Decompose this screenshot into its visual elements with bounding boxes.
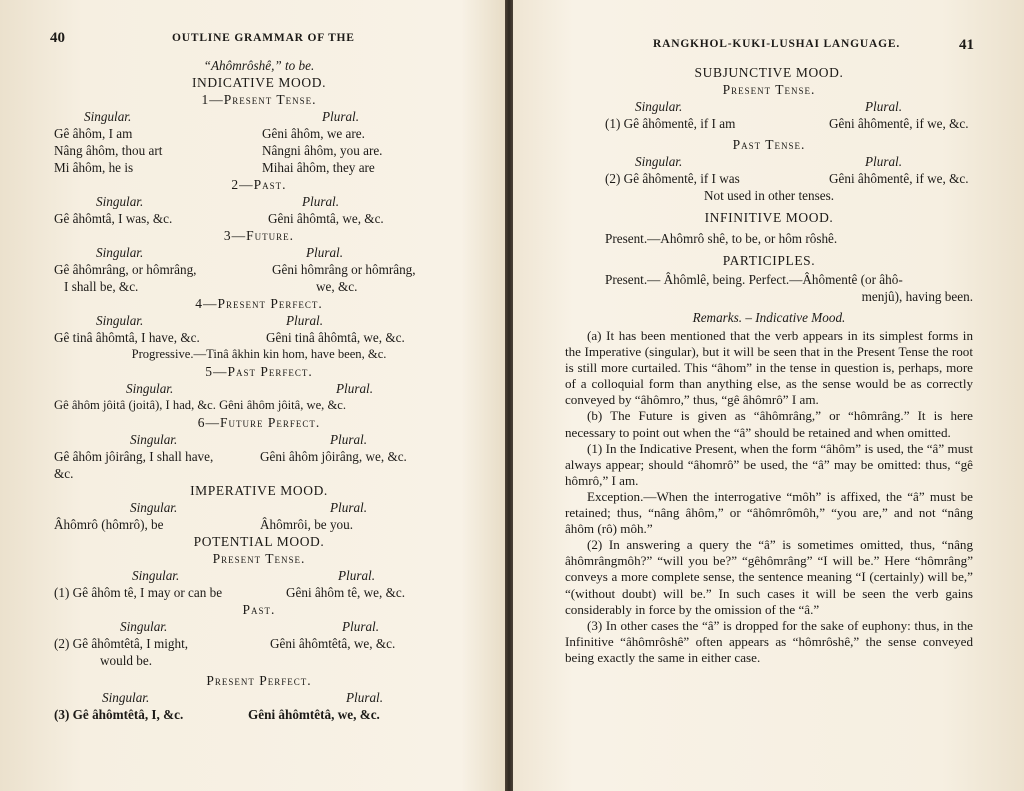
line: Singular. Plural. bbox=[96, 245, 343, 260]
page-number: 41 bbox=[959, 37, 974, 53]
line: “Ahômrôshê,” to be. bbox=[203, 58, 315, 73]
line: Singular. Plural. bbox=[84, 109, 359, 124]
line: Not used in other tenses. bbox=[703, 188, 835, 203]
line: Singular. Plural. bbox=[130, 432, 367, 447]
line: (2) Gê âhômtêtâ, I might, Gêni âhômtêtâ, we, &c. bbox=[54, 636, 396, 651]
paragraph: (b) The Future is given as “âhômrâng,” or “hômrâng.” It is here necessary to point out when the “â” should be retained and when omitted. bbox=[565, 408, 973, 440]
subheading: Past. bbox=[242, 602, 276, 617]
line: Gê âhômtâ, I was, &c. Gêni âhômtâ, we, &c. bbox=[54, 211, 384, 226]
page-number: 40 bbox=[50, 30, 65, 46]
heading: POTENTIAL MOOD. bbox=[193, 534, 325, 549]
heading: INDICATIVE MOOD. bbox=[191, 75, 327, 90]
left-text bbox=[54, 57, 464, 723]
line: Singular. Plural. bbox=[96, 313, 323, 328]
paragraph: (a) It has been mentioned that the verb appears in its simplest forms in the Imperative (singular), but it will be seen that in the Present Tense the root is still more curtailed. This “âhom” in the tense in question is, perhaps, more of a colloquial form than anything else, as the sense would be as correctly conveyed by “âhômro,” thus, “gê âhômrô” I am. bbox=[565, 328, 973, 408]
paragraph: (2) In answering a query the “â” is sometimes omitted, thus, “nâng âhômrângmôh?” “will you be?” “gêhômrâng” “I will be.” Here “hômrâng” conveys a more complete sense, the sentence meaning “I (certainly) will be,” “(without doubt) will be.” In such cases it will be seen the verb gains considerably in force by the omission of the “â.” bbox=[565, 537, 973, 617]
line: Singular. Plural. bbox=[96, 194, 339, 209]
line: Singular. Plural. bbox=[120, 619, 379, 634]
heading: INFINITIVE MOOD. bbox=[704, 210, 834, 225]
subheading: 2—Past. bbox=[231, 177, 287, 192]
subheading: 6—Future Perfect. bbox=[197, 415, 321, 430]
line: Gê âhômrâng, or hômrâng, Gêni hômrâng or hômrâng, bbox=[54, 262, 416, 277]
line: Progressive.—Tinâ âkhin kin hom, have been, &c. bbox=[131, 347, 387, 361]
right-text bbox=[565, 64, 973, 666]
line: Present.— Âhômlê, being. Perfect.—Âhômentê (or âhô- bbox=[605, 272, 903, 287]
running-head: OUTLINE GRAMMAR OF THE bbox=[172, 32, 355, 44]
book-gutter bbox=[505, 0, 513, 791]
line: Singular. Plural. bbox=[130, 500, 367, 515]
heading: SUBJUNCTIVE MOOD. bbox=[694, 65, 844, 80]
subheading: 5—Past Perfect. bbox=[205, 364, 313, 379]
line: Singular. Plural. bbox=[635, 154, 902, 169]
line: Gê tinâ âhômtâ, I have, &c. Gêni tinâ âhômtâ, we, &c. bbox=[54, 330, 405, 345]
line: Gê âhôm jôitâ (joitâ), I had, &c. Gêni âhôm jôitâ, we, &c. bbox=[54, 398, 347, 412]
subheading: 3—Future. bbox=[223, 228, 295, 243]
right-page bbox=[513, 0, 1024, 791]
line: Present.—Ahômrô shê, to be, or hôm rôshê. bbox=[605, 231, 838, 246]
line: Nâng âhôm, thou art Nângni âhôm, you are. bbox=[54, 143, 383, 158]
line: Mi âhôm, he is Mihai âhôm, they are bbox=[54, 160, 375, 175]
subheading: Present Tense. bbox=[722, 82, 816, 97]
line: (3) Gê âhômtêtâ, I, &c. Gêni âhômtêtâ, we, &c. bbox=[54, 707, 380, 722]
line: would be. bbox=[100, 653, 153, 668]
subheading: Past Tense. bbox=[732, 137, 806, 152]
line: Singular. Plural. bbox=[102, 690, 383, 705]
subheading: 1—Present Tense. bbox=[201, 92, 317, 107]
line: &c. bbox=[54, 466, 74, 481]
paragraph: (1) In the Indicative Present, when the form “âhôm” is used, the “â” must always appear; should “âhomrô” be used, the “â” may be omitted: thus, “gê hômrô,” I am. bbox=[565, 440, 973, 488]
subheading: Present Perfect. bbox=[206, 673, 312, 688]
line: Singular. Plural. bbox=[635, 99, 902, 114]
line: Gê âhôm, I am Gêni âhôm, we are. bbox=[54, 126, 365, 141]
line: Singular. Plural. bbox=[132, 568, 375, 583]
line: (2) Gê âhômentê, if I was Gêni âhômentê, if we, &c. bbox=[605, 171, 969, 186]
line: (1) Gê âhômentê, if I am Gêni âhômentê, if we, &c. bbox=[605, 116, 969, 131]
subheading: 4—Present Perfect. bbox=[195, 296, 323, 311]
running-head: RANGKHOL-KUKI-LUSHAI LANGUAGE. bbox=[653, 38, 900, 50]
heading: PARTICIPLES. bbox=[722, 253, 816, 268]
line: Âhômrô (hômrô), be Âhômrôi, be you. bbox=[54, 517, 354, 532]
left-page bbox=[0, 0, 505, 791]
line: (1) Gê âhôm tê, I may or can be Gêni âhôm tê, we, &c. bbox=[54, 585, 406, 600]
heading: IMPERATIVE MOOD. bbox=[190, 483, 328, 498]
line: Remarks. – Indicative Mood. bbox=[692, 310, 846, 325]
line: I shall be, &c. we, &c. bbox=[64, 279, 358, 294]
paragraph: (3) In other cases the “â” is dropped for the sake of euphony: thus, in the Infinitive “âhômrôshê” often appears as “hômrôshê,” the sense conveyed being exactly the same in either case. bbox=[565, 617, 973, 665]
paragraph: Exception.—When the interrogative “môh” is affixed, the “â” must be retained; thus, “nâng âhôm,” or “âhômrômôh,” “you are,” and not “nâng âhôm (rô) môh.” bbox=[565, 488, 973, 537]
line: Gê âhôm jôirâng, I shall have, Gêni âhôm jôirâng, we, &c. bbox=[54, 449, 407, 464]
line: menjû), having been. bbox=[861, 289, 973, 304]
subheading: Present Tense. bbox=[212, 551, 306, 566]
line: Singular. Plural. bbox=[126, 381, 373, 396]
